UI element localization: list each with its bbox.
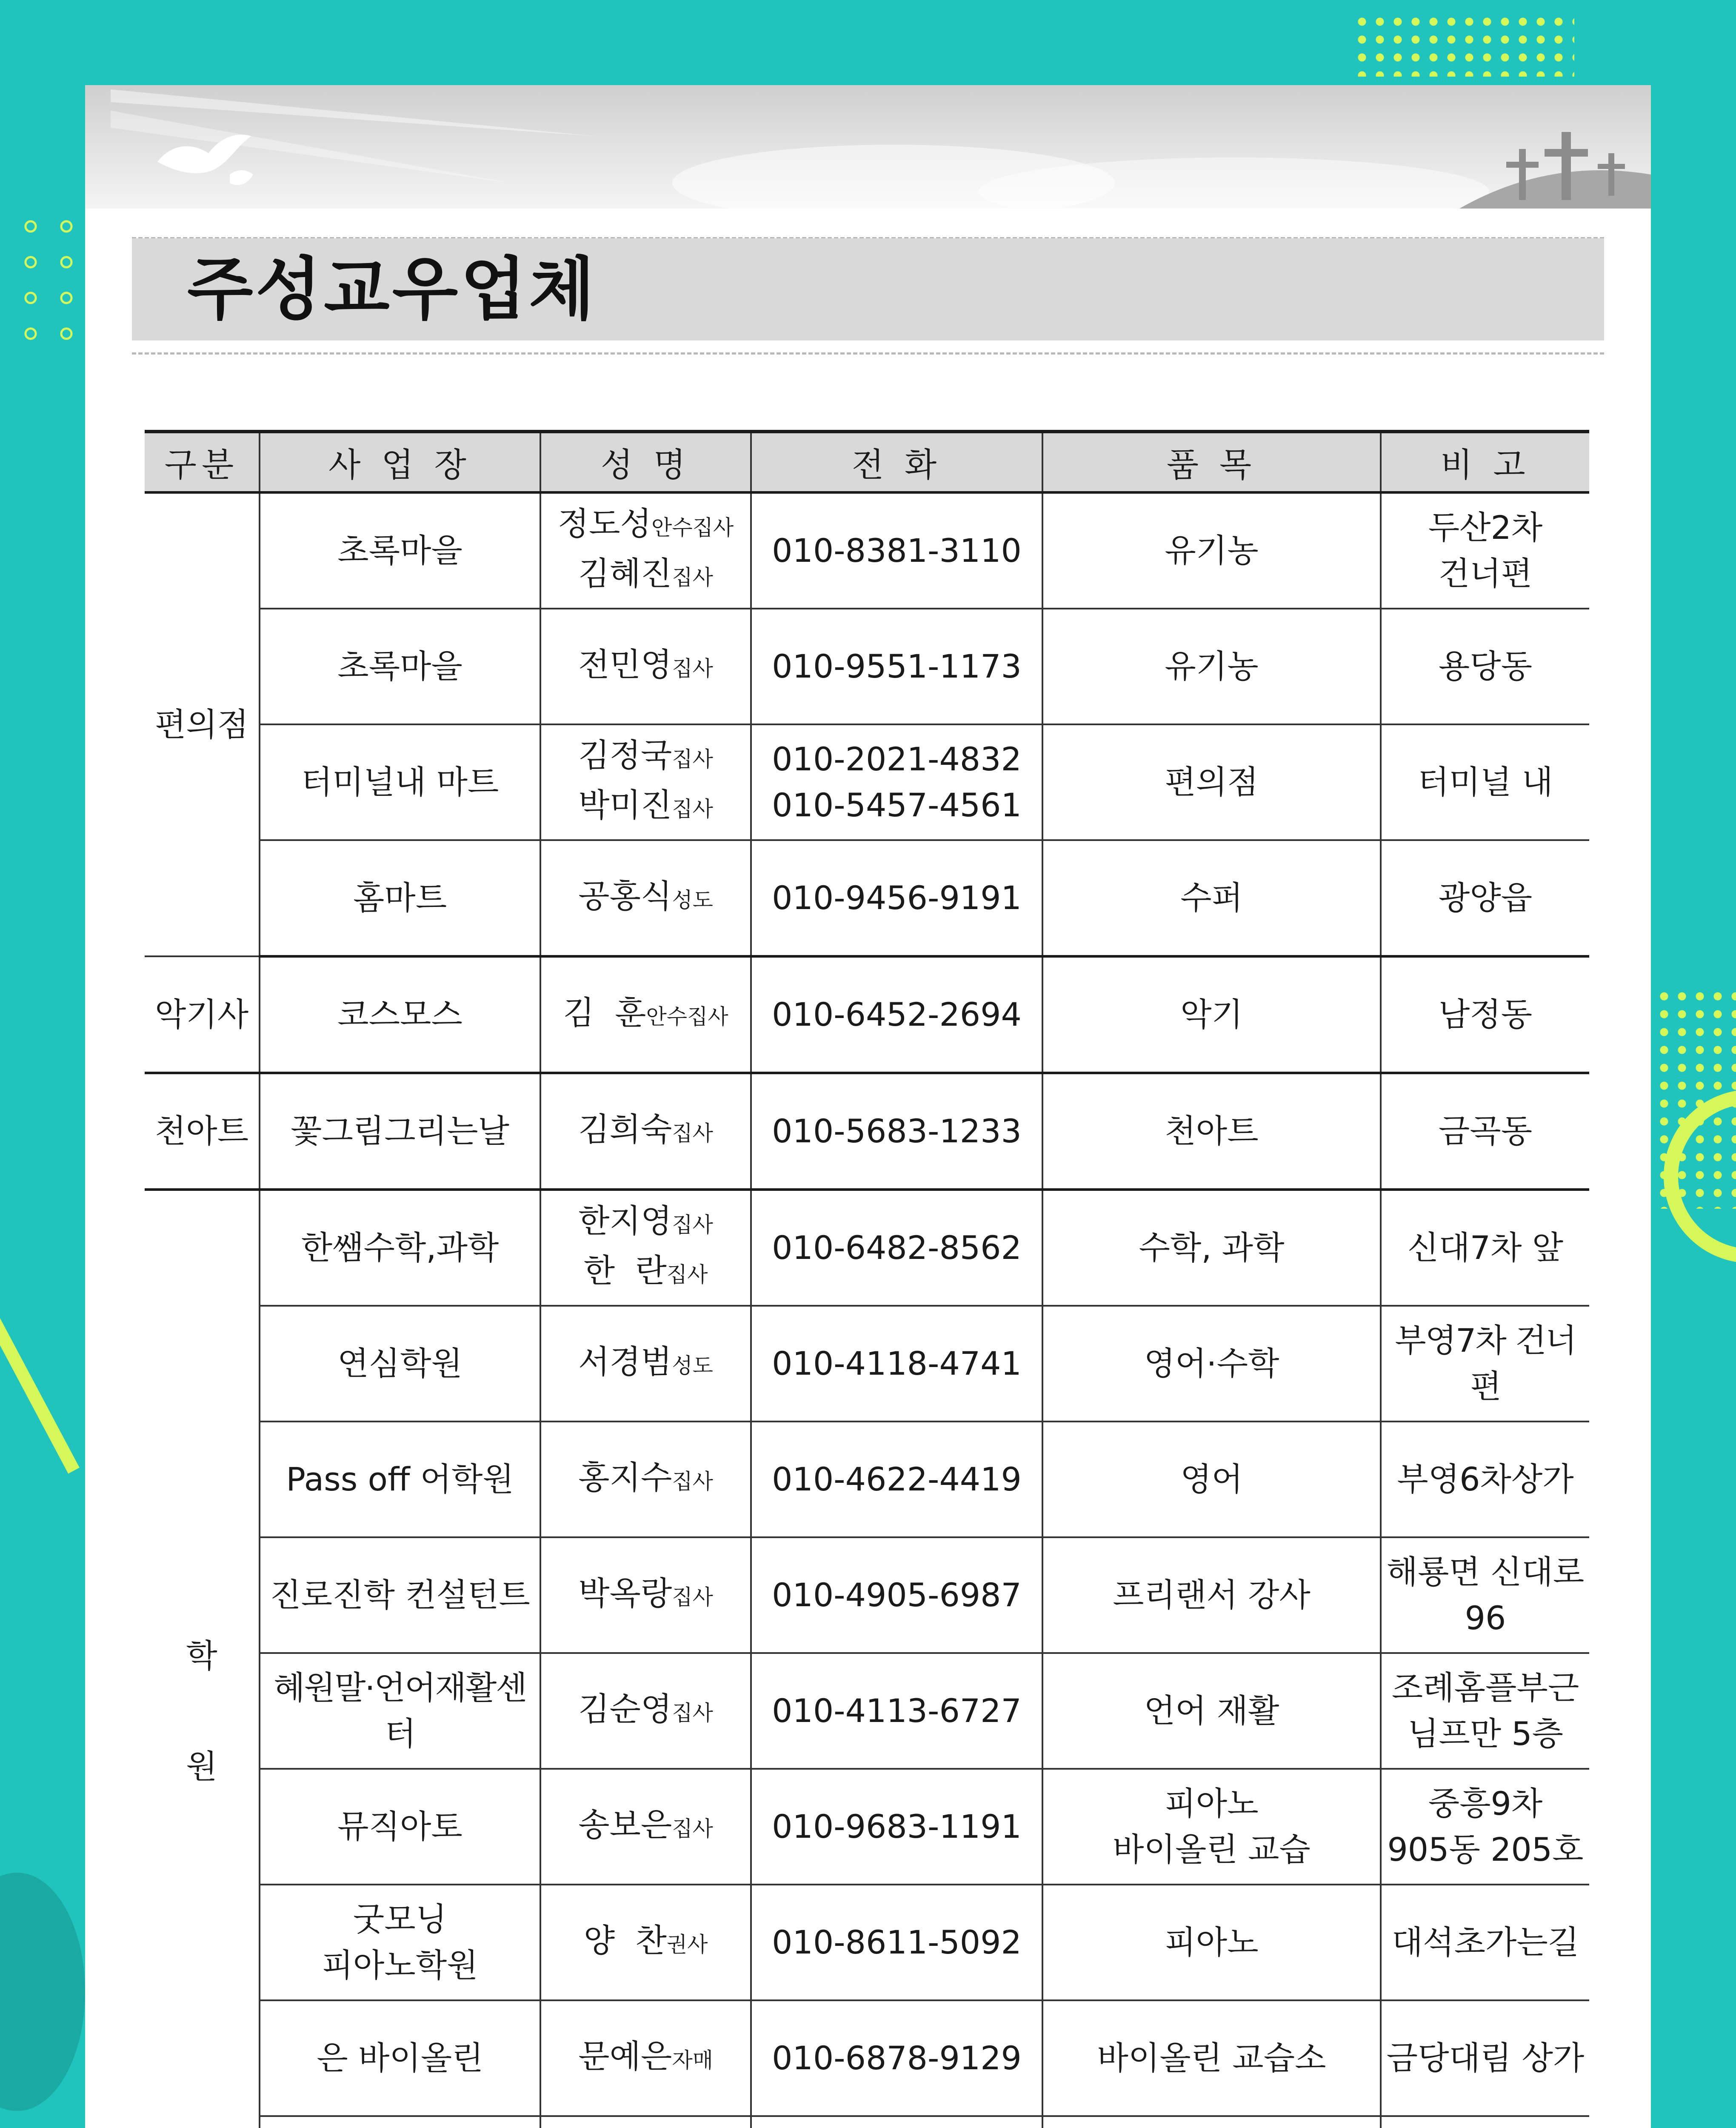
- person-role: 성도: [672, 887, 713, 912]
- note-cell: [1381, 1537, 1589, 1653]
- note-text: 대석초가는길: [1391, 1923, 1579, 1961]
- person-name: 김희숙: [578, 1110, 672, 1148]
- person-cell: [540, 1073, 751, 1190]
- business-name: 코스모스: [337, 995, 463, 1033]
- business-name: 터미널내 마트: [301, 763, 499, 801]
- person-name: 한지영: [578, 1202, 672, 1240]
- item-cell: [1042, 1422, 1381, 1537]
- note-text: 건너편: [1438, 555, 1533, 592]
- item-text: 악기: [1180, 995, 1243, 1033]
- category-cell: [145, 1190, 260, 2128]
- note-text: 남정동: [1438, 995, 1533, 1033]
- business-cell: [260, 1190, 540, 1306]
- phone-number: 010-4113-6727: [772, 1692, 1022, 1730]
- phone-cell: [751, 1653, 1042, 1769]
- phone-cell: [751, 492, 1042, 609]
- item-cell: [1042, 1537, 1381, 1653]
- item-cell: [1042, 840, 1381, 956]
- phone-cell: [751, 1073, 1042, 1190]
- person-name: 정도성: [557, 505, 652, 543]
- business-name: Pass off 어학원: [286, 1460, 514, 1498]
- phone-cell: [751, 840, 1042, 956]
- note-text: 용당동: [1438, 647, 1533, 685]
- decor-blob-left: [0, 1873, 85, 2111]
- phone-number: 010-5457-4561: [772, 786, 1022, 824]
- note-cell: [1381, 724, 1589, 840]
- table-row: [145, 2116, 1589, 2128]
- business-cell: [260, 492, 540, 609]
- business-name: 초록마을: [337, 532, 463, 569]
- person-cell: [540, 1653, 751, 1769]
- item-text: 바이올린 교습: [1113, 1831, 1311, 1868]
- header-name: 성 명: [540, 432, 751, 492]
- person-name: 전민영: [578, 645, 672, 684]
- person-cell: [540, 840, 751, 956]
- phone-number: 010-4905-6987: [772, 1576, 1022, 1614]
- person-cell: [540, 1306, 751, 1422]
- phone-number: 010-8381-3110: [772, 532, 1022, 569]
- person-role: 안수집사: [646, 1004, 728, 1029]
- header-phone: 전 화: [751, 432, 1042, 492]
- person-entry: [544, 782, 748, 832]
- item-text: 영어: [1180, 1460, 1243, 1498]
- person-role: 성도: [672, 1353, 713, 1378]
- sky-banner: [85, 85, 1651, 209]
- table-row: [145, 840, 1589, 956]
- note-cell: [1381, 1422, 1589, 1537]
- phone-cell: [751, 1885, 1042, 2000]
- item-cell: [1042, 1769, 1381, 1885]
- content-panel: [85, 85, 1651, 2128]
- note-text: 중흥9차: [1428, 1785, 1543, 1822]
- item-text: 영어·수학: [1144, 1344, 1279, 1382]
- item-text: 바이올린 교습소: [1097, 2039, 1326, 2077]
- business-cell: [260, 956, 540, 1073]
- business-cell: [260, 1537, 540, 1653]
- phone-cell: [751, 1190, 1042, 1306]
- item-cell: [1042, 2000, 1381, 2116]
- item-text: 유기농: [1165, 532, 1259, 569]
- person-name: 박미진: [578, 786, 672, 824]
- person-name: 홍지수: [578, 1458, 672, 1496]
- title-bottom-divider: [132, 352, 1604, 355]
- business-name: 꽃그림그리는날: [291, 1112, 509, 1150]
- phone-cell: [751, 2116, 1042, 2128]
- business-name: 은 바이올린: [317, 2039, 483, 2077]
- business-name: 연심학원: [337, 1344, 463, 1382]
- person-role: 집사: [672, 797, 713, 821]
- table-row: [145, 724, 1589, 840]
- person-name: 김순영: [578, 1690, 672, 1728]
- person-name: 김혜진: [578, 555, 672, 592]
- note-text: 해룡면 신대로: [1386, 1553, 1585, 1591]
- person-cell: [540, 2116, 751, 2128]
- header-business: 사 업 장: [260, 432, 540, 492]
- item-text: 수학, 과학: [1139, 1229, 1285, 1267]
- note-text: 신대7차 앞: [1407, 1229, 1564, 1267]
- phone-number: 010-8611-5092: [772, 1923, 1022, 1961]
- item-cell: [1042, 492, 1381, 609]
- phone-number: 010-9456-9191: [772, 879, 1022, 917]
- phone-number: 010-6878-9129: [772, 2039, 1022, 2077]
- item-cell: [1042, 2116, 1381, 2128]
- business-cell: [260, 1653, 540, 1769]
- business-cell: [260, 2000, 540, 2116]
- note-cell: [1381, 1885, 1589, 2000]
- person-entry: [544, 501, 748, 551]
- table-row: [145, 1769, 1589, 1885]
- table-row: [145, 2000, 1589, 2116]
- item-text: 편의점: [1165, 763, 1259, 801]
- person-entry: [544, 1198, 748, 1248]
- person-name: 김 훈: [563, 993, 646, 1032]
- phone-cell: [751, 1306, 1042, 1422]
- item-text: 프리랜서 강사: [1113, 1576, 1311, 1614]
- phone-number: 010-2021-4832: [772, 740, 1022, 778]
- phone-cell: [751, 724, 1042, 840]
- phone-cell: [751, 1537, 1042, 1653]
- person-cell: [540, 1769, 751, 1885]
- item-cell: [1042, 1653, 1381, 1769]
- table-row: [145, 1190, 1589, 1306]
- category-cell: 천아트: [145, 1073, 260, 1190]
- business-name: 혜원말·언어재활센터: [274, 1669, 526, 1753]
- phone-number: 010-9551-1173: [772, 647, 1022, 685]
- phone-cell: [751, 609, 1042, 724]
- item-cell: [1042, 956, 1381, 1073]
- note-cell: [1381, 2000, 1589, 2116]
- dove-icon: [157, 134, 253, 185]
- person-role: 집사: [672, 565, 713, 590]
- table-row: [145, 492, 1589, 609]
- item-cell: [1042, 724, 1381, 840]
- item-text: 수퍼: [1180, 879, 1243, 917]
- note-cell: [1381, 1190, 1589, 1306]
- note-text: 금당대림 상가: [1386, 2039, 1585, 2077]
- category-cell: 편의점: [145, 492, 260, 956]
- person-cell: [540, 609, 751, 724]
- person-role: 집사: [672, 1585, 713, 1610]
- note-text: 부영7차 건너편: [1395, 1321, 1576, 1405]
- table-header-row: [145, 432, 1589, 492]
- person-role: 집사: [672, 1213, 713, 1237]
- item-cell: [1042, 1073, 1381, 1190]
- business-name: 굿모닝: [353, 1900, 447, 1938]
- item-cell: [1042, 609, 1381, 724]
- item-cell: [1042, 1885, 1381, 2000]
- table-row: [145, 1073, 1589, 1190]
- header-item: 품 목: [1042, 432, 1381, 492]
- person-name: 서경범: [578, 1342, 672, 1381]
- person-role: 권사: [666, 1932, 708, 1957]
- person-role: 자매: [672, 2048, 713, 2073]
- phone-number: 010-6482-8562: [772, 1229, 1022, 1267]
- business-cell: [260, 840, 540, 956]
- category-char: 원: [186, 1747, 217, 1785]
- decor-rings-left: [13, 209, 85, 353]
- note-cell: [1381, 1306, 1589, 1422]
- person-entry: [544, 1248, 748, 1298]
- note-cell: [1381, 2116, 1589, 2128]
- phone-cell: [751, 1422, 1042, 1537]
- person-name: 송보은: [578, 1805, 672, 1844]
- table-row: [145, 956, 1589, 1073]
- person-role: 집사: [672, 747, 713, 772]
- item-text: 피아노: [1165, 1923, 1259, 1961]
- note-text: 터미널 내: [1418, 763, 1553, 801]
- business-name: 홈마트: [353, 879, 447, 917]
- note-text: 부영6차상가: [1397, 1460, 1574, 1498]
- decor-dots-top-right: [1353, 13, 1574, 77]
- header-note: 비 고: [1381, 432, 1589, 492]
- phone-number: 010-6452-2694: [772, 995, 1022, 1033]
- person-role: 집사: [672, 1469, 713, 1494]
- person-role: 집사: [666, 1262, 708, 1287]
- person-cell: [540, 1885, 751, 2000]
- business-cell: [260, 1073, 540, 1190]
- business-cell: [260, 1306, 540, 1422]
- phone-cell: [751, 956, 1042, 1073]
- item-cell: [1042, 1306, 1381, 1422]
- person-entry: [544, 551, 748, 601]
- note-text: 두산2차: [1428, 509, 1543, 546]
- person-role: 집사: [672, 1121, 713, 1146]
- page-title: 주성교우업체: [187, 249, 597, 329]
- person-name: 김정국: [578, 736, 672, 774]
- category-char: 학: [186, 1636, 217, 1675]
- decor-dots-right: [1655, 987, 1736, 1209]
- person-cell: [540, 2000, 751, 2116]
- note-text: 금곡동: [1438, 1112, 1533, 1150]
- person-cell: [540, 1537, 751, 1653]
- table-row: [145, 609, 1589, 724]
- business-cell: [260, 1885, 540, 2000]
- decor-stripe-left: [0, 1310, 80, 1474]
- business-directory-table: [145, 430, 1589, 2128]
- item-text: 언어 재활: [1144, 1692, 1279, 1730]
- item-text: 피아노: [1165, 1785, 1259, 1822]
- person-name: 박옥랑: [578, 1574, 672, 1612]
- item-text: 유기농: [1165, 647, 1259, 685]
- category-cell: 악기사: [145, 956, 260, 1073]
- note-cell: [1381, 1653, 1589, 1769]
- item-text: 천아트: [1165, 1112, 1259, 1150]
- table-row: [145, 1422, 1589, 1537]
- note-text: 님프만 5층: [1407, 1715, 1564, 1753]
- person-cell: [540, 956, 751, 1073]
- person-entry: [544, 732, 748, 782]
- note-cell: [1381, 956, 1589, 1073]
- business-name: 진로진학 컨설턴트: [270, 1576, 530, 1614]
- person-cell: [540, 492, 751, 609]
- note-cell: [1381, 840, 1589, 956]
- item-cell: [1042, 1190, 1381, 1306]
- person-cell: [540, 1422, 751, 1537]
- business-cell: [260, 2116, 540, 2128]
- business-name: 초록마을: [337, 647, 463, 685]
- business-name: 피아노학원: [322, 1946, 478, 1984]
- note-cell: [1381, 492, 1589, 609]
- phone-number: 010-4622-4419: [772, 1460, 1022, 1498]
- title-band: [132, 238, 1604, 340]
- person-role: 집사: [672, 1816, 713, 1841]
- note-text: 905동 205호: [1387, 1831, 1584, 1868]
- table-row: [145, 1653, 1589, 1769]
- note-cell: [1381, 1769, 1589, 1885]
- person-cell: [540, 724, 751, 840]
- phone-number: 010-9683-1191: [772, 1808, 1022, 1845]
- note-cell: [1381, 609, 1589, 724]
- note-text: 조례홈플부근: [1391, 1669, 1579, 1707]
- header-category: 구분: [145, 432, 260, 492]
- business-cell: [260, 1422, 540, 1537]
- business-cell: [260, 609, 540, 724]
- person-name: 문예은: [578, 2037, 672, 2075]
- person-role: 집사: [672, 1700, 713, 1725]
- person-name: 양 찬: [583, 1921, 667, 1959]
- dove-and-cross-illustration: [85, 85, 1651, 209]
- table-row: [145, 1885, 1589, 2000]
- business-cell: [260, 724, 540, 840]
- phone-cell: [751, 1769, 1042, 1885]
- person-cell: [540, 1190, 751, 1306]
- person-name: 공홍식: [578, 877, 672, 915]
- table-row: [145, 1306, 1589, 1422]
- phone-cell: [751, 2000, 1042, 2116]
- business-name: 뮤직아토: [337, 1808, 463, 1845]
- person-name: 한 란: [583, 1252, 667, 1290]
- note-cell: [1381, 1073, 1589, 1190]
- phone-number: 010-4118-4741: [772, 1344, 1022, 1382]
- phone-number: 010-5683-1233: [772, 1112, 1022, 1150]
- table-row: [145, 1537, 1589, 1653]
- note-text: 광양읍: [1438, 879, 1533, 917]
- business-name: 한쌤수학,과학: [301, 1229, 499, 1267]
- person-role: 집사: [672, 656, 713, 681]
- note-text: 96: [1465, 1599, 1506, 1637]
- business-cell: [260, 1769, 540, 1885]
- person-role: 안수집사: [651, 515, 734, 540]
